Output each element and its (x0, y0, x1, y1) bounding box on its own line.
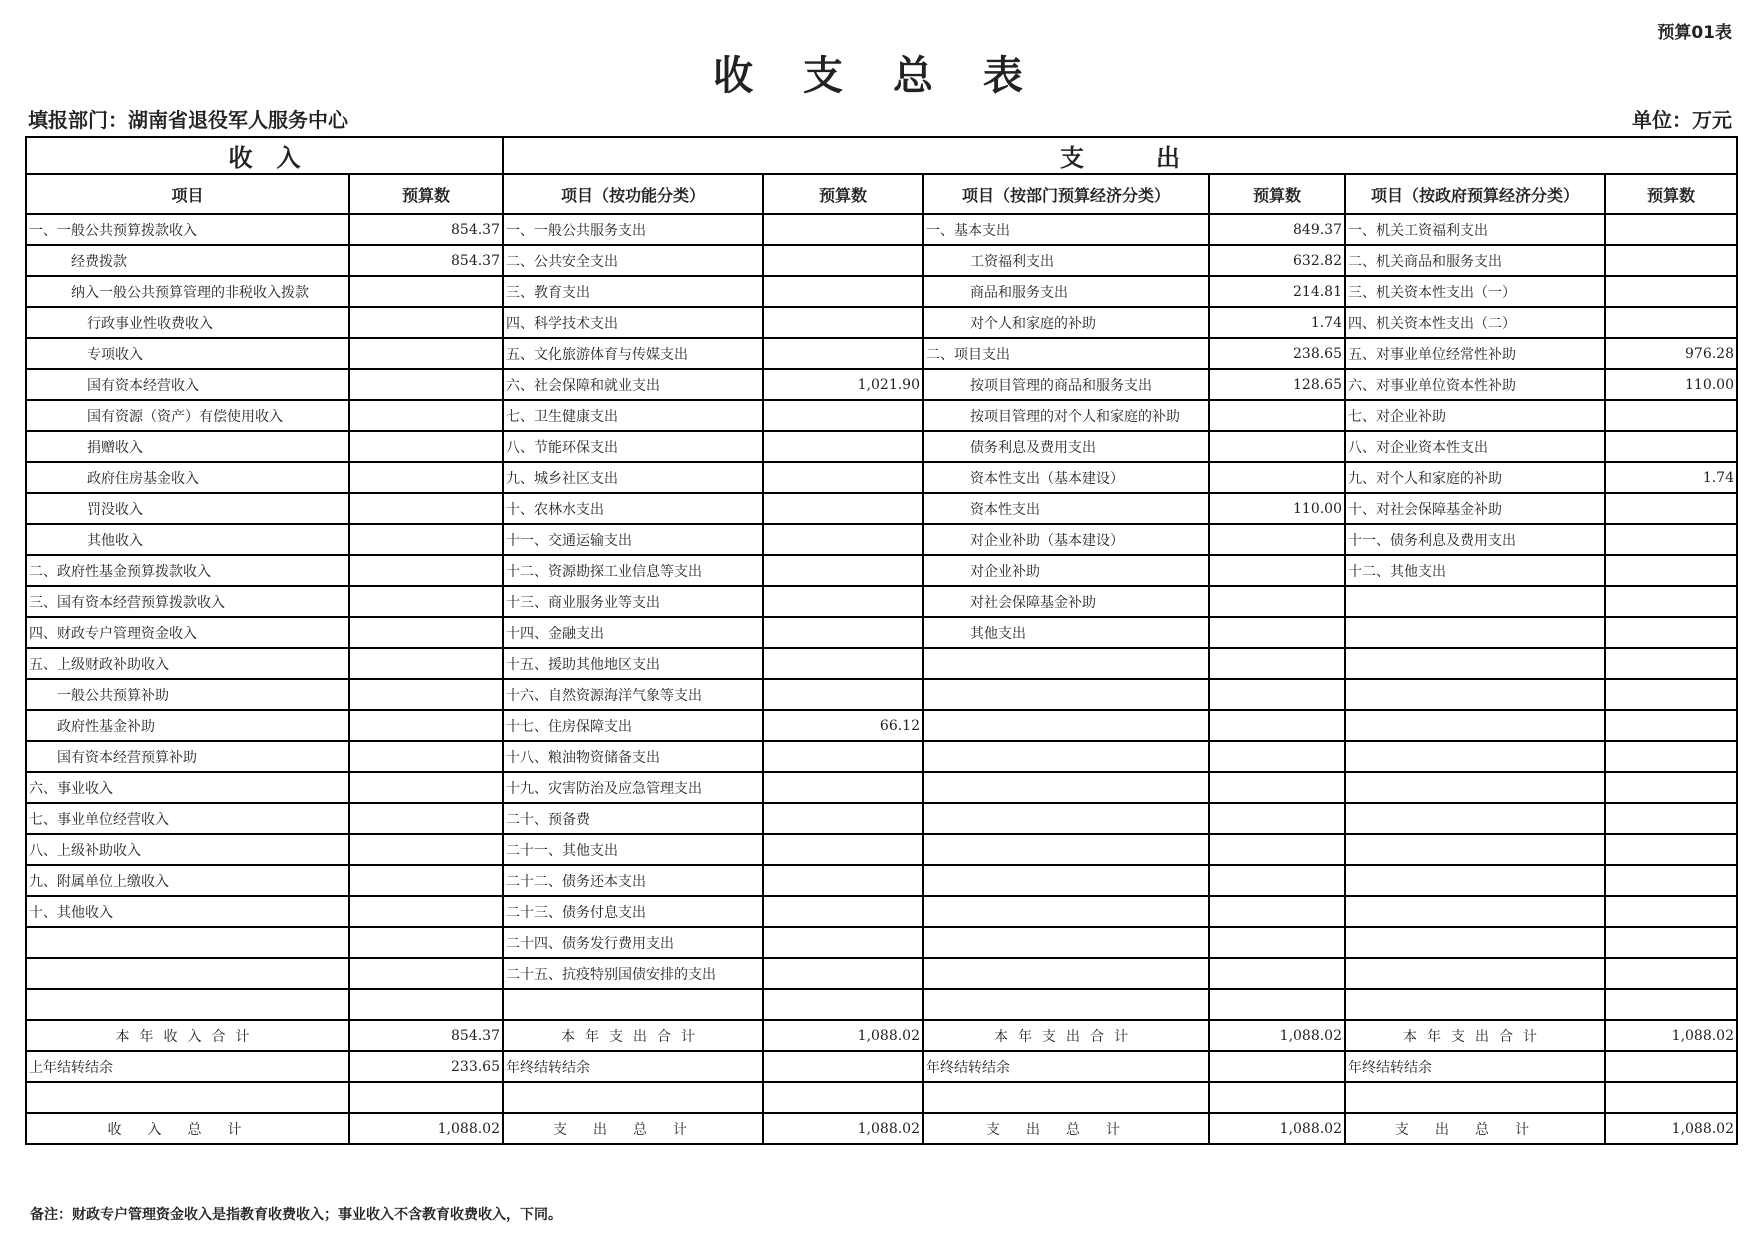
dept-econ-item-cell: 对个人和家庭的补助 (923, 307, 1209, 338)
income-grand-total-value: 1,088.02 (349, 1113, 503, 1144)
function-budget-cell (763, 648, 923, 679)
dept-econ-budget-cell (1209, 927, 1345, 958)
dept-econ-item-cell: 一、基本支出 (923, 214, 1209, 245)
gov-econ-item-cell (1345, 679, 1605, 710)
table-row (26, 431, 1737, 462)
dept-econ-item-cell (923, 958, 1209, 989)
income-item-cell: 其他收入 (26, 524, 349, 555)
gov-econ-item-cell: 七、对企业补助 (1345, 400, 1605, 431)
income-budget-cell (349, 896, 503, 927)
table-row (26, 617, 1737, 648)
year-expense-total-gov: 1,088.02 (1605, 1020, 1737, 1051)
dept-econ-item-cell: 资本性支出 (923, 493, 1209, 524)
income-budget-cell (349, 462, 503, 493)
dept-econ-budget-cell: 110.00 (1209, 493, 1345, 524)
function-budget-cell (763, 865, 923, 896)
income-budget-cell (349, 276, 503, 307)
dept-econ-budget-cell (1209, 400, 1345, 431)
income-item-cell: 国有资本经营预算补助 (26, 741, 349, 772)
dept-econ-item-cell (923, 834, 1209, 865)
dept-econ-item-cell: 按项目管理的对个人和家庭的补助 (923, 400, 1209, 431)
function-budget-cell (763, 524, 923, 555)
col-header-function-item: 项目（按功能分类） (503, 174, 763, 214)
income-budget-cell (349, 617, 503, 648)
table-row (26, 989, 1737, 1020)
function-item-cell: 二、公共安全支出 (503, 245, 763, 276)
income-budget-cell: 854.37 (349, 245, 503, 276)
function-budget-cell (763, 431, 923, 462)
table-row (26, 555, 1737, 586)
income-item-cell: 行政事业性收费收入 (26, 307, 349, 338)
table-row (26, 648, 1737, 679)
gov-econ-budget-cell (1605, 927, 1737, 958)
gov-econ-item-cell (1345, 803, 1605, 834)
income-item-cell: 四、财政专户管理资金收入 (26, 617, 349, 648)
dept-econ-budget-cell (1209, 679, 1345, 710)
table-row (26, 400, 1737, 431)
income-budget-cell (349, 958, 503, 989)
gov-econ-budget-cell (1605, 989, 1737, 1020)
function-item-cell: 一、一般公共服务支出 (503, 214, 763, 245)
income-budget-cell (349, 803, 503, 834)
gov-econ-item-cell (1345, 772, 1605, 803)
function-item-cell: 三、教育支出 (503, 276, 763, 307)
year-expense-total-fn: 1,088.02 (763, 1020, 923, 1051)
function-item-cell: 九、城乡社区支出 (503, 462, 763, 493)
year-expense-total-label-dep: 本年支出合计 (923, 1020, 1209, 1051)
gov-econ-budget-cell (1605, 896, 1737, 927)
table-row (26, 276, 1737, 307)
expense-grand-total-label-gov: 支出总计 (1345, 1113, 1605, 1144)
function-budget-cell (763, 245, 923, 276)
table-row (26, 803, 1737, 834)
income-item-cell: 一般公共预算补助 (26, 679, 349, 710)
income-section-header: 收 入 (26, 137, 503, 174)
col-header-dept-econ-item: 项目（按部门预算经济分类） (923, 174, 1209, 214)
gov-econ-budget-cell (1605, 586, 1737, 617)
gov-econ-budget-cell (1605, 803, 1737, 834)
function-item-cell: 十六、自然资源海洋气象等支出 (503, 679, 763, 710)
gov-econ-budget-cell: 1.74 (1605, 462, 1737, 493)
function-item-cell: 十三、商业服务业等支出 (503, 586, 763, 617)
function-item-cell: 二十五、抗疫特别国债安排的支出 (503, 958, 763, 989)
dept-econ-budget-cell (1209, 710, 1345, 741)
function-item-cell: 十二、资源勘探工业信息等支出 (503, 555, 763, 586)
function-item-cell: 八、节能环保支出 (503, 431, 763, 462)
table-row (26, 741, 1737, 772)
income-budget-cell (349, 431, 503, 462)
function-item-cell: 五、文化旅游体育与传媒支出 (503, 338, 763, 369)
income-budget-cell (349, 834, 503, 865)
function-budget-cell: 1,021.90 (763, 369, 923, 400)
dept-econ-item-cell: 对企业补助（基本建设） (923, 524, 1209, 555)
dept-econ-item-cell: 按项目管理的商品和服务支出 (923, 369, 1209, 400)
function-budget-cell: 66.12 (763, 710, 923, 741)
gov-econ-item-cell (1345, 865, 1605, 896)
gov-econ-budget-cell (1605, 865, 1737, 896)
income-item-cell: 三、国有资本经营预算拨款收入 (26, 586, 349, 617)
income-item-cell: 十、其他收入 (26, 896, 349, 927)
gov-econ-item-cell (1345, 834, 1605, 865)
gov-econ-budget-cell (1605, 245, 1737, 276)
dept-econ-item-cell: 工资福利支出 (923, 245, 1209, 276)
expense-grand-total-fn: 1,088.02 (763, 1113, 923, 1144)
dept-econ-budget-cell (1209, 803, 1345, 834)
carry-out-label-fn: 年终结转结余 (503, 1051, 763, 1082)
gov-econ-budget-cell (1605, 679, 1737, 710)
carry-out-label-gov: 年终结转结余 (1345, 1051, 1605, 1082)
dept-econ-item-cell: 商品和服务支出 (923, 276, 1209, 307)
income-item-cell (26, 989, 349, 1020)
dept-econ-budget-cell: 238.65 (1209, 338, 1345, 369)
gov-econ-budget-cell: 976.28 (1605, 338, 1737, 369)
income-item-cell: 一、一般公共预算拨款收入 (26, 214, 349, 245)
dept-econ-item-cell (923, 679, 1209, 710)
income-item-cell: 八、上级补助收入 (26, 834, 349, 865)
function-item-cell: 二十、预备费 (503, 803, 763, 834)
income-item-cell: 政府住房基金收入 (26, 462, 349, 493)
table-row (26, 679, 1737, 710)
carry-out-fn (763, 1051, 923, 1082)
function-budget-cell (763, 741, 923, 772)
income-grand-total-label: 收入总计 (26, 1113, 349, 1144)
table-row (26, 586, 1737, 617)
gov-econ-item-cell (1345, 927, 1605, 958)
function-budget-cell (763, 400, 923, 431)
col-header-dept-econ-budget: 预算数 (1209, 174, 1345, 214)
col-header-income-budget: 预算数 (349, 174, 503, 214)
gov-econ-item-cell (1345, 958, 1605, 989)
table-row (26, 462, 1737, 493)
function-budget-cell (763, 276, 923, 307)
gov-econ-item-cell: 十二、其他支出 (1345, 555, 1605, 586)
dept-econ-budget-cell: 1.74 (1209, 307, 1345, 338)
gov-econ-budget-cell (1605, 710, 1737, 741)
dept-econ-budget-cell (1209, 989, 1345, 1020)
table-row (26, 865, 1737, 896)
table-row (26, 834, 1737, 865)
function-item-cell: 十七、住房保障支出 (503, 710, 763, 741)
function-item-cell (503, 989, 763, 1020)
function-budget-cell (763, 555, 923, 586)
function-item-cell: 二十一、其他支出 (503, 834, 763, 865)
function-budget-cell (763, 307, 923, 338)
table-row (26, 338, 1737, 369)
income-budget-cell (349, 741, 503, 772)
dept-econ-item-cell (923, 741, 1209, 772)
gov-econ-item-cell: 八、对企业资本性支出 (1345, 431, 1605, 462)
dept-econ-item-cell: 对企业补助 (923, 555, 1209, 586)
gov-econ-item-cell (1345, 896, 1605, 927)
gov-econ-item-cell (1345, 710, 1605, 741)
grand-total-row (26, 1113, 1737, 1144)
function-item-cell: 四、科学技术支出 (503, 307, 763, 338)
income-item-cell: 专项收入 (26, 338, 349, 369)
dept-econ-item-cell (923, 989, 1209, 1020)
gov-econ-budget-cell (1605, 400, 1737, 431)
year-income-total-value: 854.37 (349, 1020, 503, 1051)
dept-econ-item-cell (923, 927, 1209, 958)
dept-econ-budget-cell (1209, 648, 1345, 679)
gov-econ-item-cell: 九、对个人和家庭的补助 (1345, 462, 1605, 493)
gov-econ-item-cell (1345, 989, 1605, 1020)
function-budget-cell (763, 927, 923, 958)
income-item-cell: 政府性基金补助 (26, 710, 349, 741)
gov-econ-item-cell: 六、对事业单位资本性补助 (1345, 369, 1605, 400)
dept-econ-item-cell: 债务利息及费用支出 (923, 431, 1209, 462)
income-budget-cell (349, 989, 503, 1020)
expense-grand-total-gov: 1,088.02 (1605, 1113, 1737, 1144)
year-expense-total-dep: 1,088.02 (1209, 1020, 1345, 1051)
dept-econ-budget-cell (1209, 865, 1345, 896)
carry-in-label: 上年结转结余 (26, 1051, 349, 1082)
income-item-cell: 二、政府性基金预算拨款收入 (26, 555, 349, 586)
function-item-cell: 十九、灾害防治及应急管理支出 (503, 772, 763, 803)
table-row (26, 245, 1737, 276)
gov-econ-item-cell: 三、机关资本性支出（一） (1345, 276, 1605, 307)
dept-econ-budget-cell (1209, 741, 1345, 772)
dept-econ-budget-cell (1209, 772, 1345, 803)
table-row (26, 524, 1737, 555)
function-budget-cell (763, 338, 923, 369)
blank-row (26, 1082, 1737, 1113)
function-budget-cell (763, 617, 923, 648)
budget-summary-table (25, 136, 1738, 1145)
dept-econ-item-cell (923, 648, 1209, 679)
income-budget-cell (349, 400, 503, 431)
gov-econ-item-cell: 四、机关资本性支出（二） (1345, 307, 1605, 338)
dept-econ-item-cell (923, 772, 1209, 803)
table-row (26, 307, 1737, 338)
table-row (26, 927, 1737, 958)
function-budget-cell (763, 772, 923, 803)
year-expense-total-label-gov: 本年支出合计 (1345, 1020, 1605, 1051)
function-budget-cell (763, 958, 923, 989)
table-row (26, 772, 1737, 803)
gov-econ-budget-cell (1605, 958, 1737, 989)
function-budget-cell (763, 462, 923, 493)
function-budget-cell (763, 493, 923, 524)
function-item-cell: 十、农林水支出 (503, 493, 763, 524)
dept-econ-item-cell (923, 896, 1209, 927)
dept-econ-budget-cell (1209, 834, 1345, 865)
dept-econ-budget-cell (1209, 555, 1345, 586)
function-item-cell: 十五、援助其他地区支出 (503, 648, 763, 679)
gov-econ-budget-cell (1605, 493, 1737, 524)
carryover-row (26, 1051, 1737, 1082)
gov-econ-budget-cell (1605, 772, 1737, 803)
income-budget-cell (349, 865, 503, 896)
gov-econ-budget-cell (1605, 307, 1737, 338)
income-budget-cell (349, 648, 503, 679)
income-item-cell: 九、附属单位上缴收入 (26, 865, 349, 896)
income-budget-cell (349, 710, 503, 741)
function-budget-cell (763, 834, 923, 865)
dept-econ-budget-cell: 214.81 (1209, 276, 1345, 307)
table-row (26, 958, 1737, 989)
dept-econ-budget-cell (1209, 524, 1345, 555)
expense-section-header: 支 出 (503, 137, 1737, 174)
dept-econ-item-cell (923, 803, 1209, 834)
footnote: 备注：财政专户管理资金收入是指教育收费收入；事业收入不含教育收费收入，下同。 (30, 1207, 562, 1223)
dept-econ-budget-cell (1209, 431, 1345, 462)
carry-out-label-dep: 年终结转结余 (923, 1051, 1209, 1082)
income-budget-cell (349, 586, 503, 617)
carry-out-gov (1605, 1051, 1737, 1082)
income-budget-cell (349, 679, 503, 710)
table-row (26, 493, 1737, 524)
income-budget-cell (349, 307, 503, 338)
dept-econ-budget-cell (1209, 617, 1345, 648)
income-item-cell: 国有资源（资产）有偿使用收入 (26, 400, 349, 431)
gov-econ-item-cell: 一、机关工资福利支出 (1345, 214, 1605, 245)
carry-out-dep (1209, 1051, 1345, 1082)
income-budget-cell (349, 555, 503, 586)
income-budget-cell (349, 772, 503, 803)
col-header-income-item: 项目 (26, 174, 349, 214)
function-item-cell: 二十三、债务付息支出 (503, 896, 763, 927)
function-item-cell: 二十四、债务发行费用支出 (503, 927, 763, 958)
reporting-department: 填报部门：湖南省退役军人服务中心 (28, 108, 348, 132)
income-budget-cell (349, 927, 503, 958)
function-item-cell: 十八、粮油物资储备支出 (503, 741, 763, 772)
dept-econ-budget-cell: 849.37 (1209, 214, 1345, 245)
dept-econ-item-cell: 对社会保障基金补助 (923, 586, 1209, 617)
col-header-function-budget: 预算数 (763, 174, 923, 214)
year-total-row (26, 1020, 1737, 1051)
dept-econ-item-cell: 其他支出 (923, 617, 1209, 648)
gov-econ-budget-cell: 110.00 (1605, 369, 1737, 400)
income-item-cell: 七、事业单位经营收入 (26, 803, 349, 834)
income-item-cell: 五、上级财政补助收入 (26, 648, 349, 679)
gov-econ-budget-cell (1605, 214, 1737, 245)
income-item-cell (26, 958, 349, 989)
function-item-cell: 二十二、债务还本支出 (503, 865, 763, 896)
dept-econ-item-cell (923, 710, 1209, 741)
function-item-cell: 十一、交通运输支出 (503, 524, 763, 555)
gov-econ-item-cell (1345, 617, 1605, 648)
year-expense-total-label-fn: 本年支出合计 (503, 1020, 763, 1051)
gov-econ-item-cell: 二、机关商品和服务支出 (1345, 245, 1605, 276)
function-budget-cell (763, 679, 923, 710)
dept-econ-budget-cell: 128.65 (1209, 369, 1345, 400)
carry-in-value: 233.65 (349, 1051, 503, 1082)
gov-econ-budget-cell (1605, 617, 1737, 648)
gov-econ-item-cell (1345, 586, 1605, 617)
gov-econ-budget-cell (1605, 524, 1737, 555)
function-budget-cell (763, 214, 923, 245)
gov-econ-budget-cell (1605, 834, 1737, 865)
page-title: 收 支 总 表 (713, 53, 1041, 99)
function-item-cell: 六、社会保障和就业支出 (503, 369, 763, 400)
expense-grand-total-label-fn: 支出总计 (503, 1113, 763, 1144)
income-budget-cell (349, 524, 503, 555)
function-budget-cell (763, 989, 923, 1020)
function-budget-cell (763, 803, 923, 834)
dept-econ-item-cell: 资本性支出（基本建设） (923, 462, 1209, 493)
income-budget-cell (349, 369, 503, 400)
dept-econ-budget-cell (1209, 462, 1345, 493)
gov-econ-budget-cell (1605, 555, 1737, 586)
income-item-cell (26, 927, 349, 958)
gov-econ-item-cell: 五、对事业单位经常性补助 (1345, 338, 1605, 369)
gov-econ-item-cell: 十一、债务利息及费用支出 (1345, 524, 1605, 555)
income-item-cell: 经费拨款 (26, 245, 349, 276)
gov-econ-item-cell (1345, 648, 1605, 679)
expense-grand-total-dep: 1,088.02 (1209, 1113, 1345, 1144)
unit-label: 单位：万元 (1632, 108, 1732, 132)
function-item-cell: 七、卫生健康支出 (503, 400, 763, 431)
gov-econ-item-cell: 十、对社会保障基金补助 (1345, 493, 1605, 524)
income-budget-cell (349, 338, 503, 369)
income-item-cell: 国有资本经营收入 (26, 369, 349, 400)
dept-econ-budget-cell (1209, 586, 1345, 617)
income-item-cell: 六、事业收入 (26, 772, 349, 803)
table-row (26, 369, 1737, 400)
gov-econ-budget-cell (1605, 741, 1737, 772)
income-item-cell: 捐赠收入 (26, 431, 349, 462)
table-row (26, 214, 1737, 245)
col-header-gov-econ-budget: 预算数 (1605, 174, 1737, 214)
gov-econ-budget-cell (1605, 276, 1737, 307)
income-budget-cell (349, 493, 503, 524)
gov-econ-item-cell (1345, 741, 1605, 772)
function-budget-cell (763, 586, 923, 617)
gov-econ-budget-cell (1605, 648, 1737, 679)
col-header-gov-econ-item: 项目（按政府预算经济分类） (1345, 174, 1605, 214)
dept-econ-item-cell (923, 865, 1209, 896)
function-budget-cell (763, 896, 923, 927)
gov-econ-budget-cell (1605, 431, 1737, 462)
dept-econ-budget-cell (1209, 958, 1345, 989)
dept-econ-budget-cell (1209, 896, 1345, 927)
year-income-total-label: 本年收入合计 (26, 1020, 349, 1051)
income-budget-cell: 854.37 (349, 214, 503, 245)
income-item-cell: 纳入一般公共预算管理的非税收入拨款 (26, 276, 349, 307)
income-item-cell: 罚没收入 (26, 493, 349, 524)
function-item-cell: 十四、金融支出 (503, 617, 763, 648)
table-row (26, 896, 1737, 927)
dept-econ-budget-cell: 632.82 (1209, 245, 1345, 276)
form-number: 预算01表 (1657, 23, 1732, 43)
table-row (26, 710, 1737, 741)
expense-grand-total-label-dep: 支出总计 (923, 1113, 1209, 1144)
dept-econ-item-cell: 二、项目支出 (923, 338, 1209, 369)
